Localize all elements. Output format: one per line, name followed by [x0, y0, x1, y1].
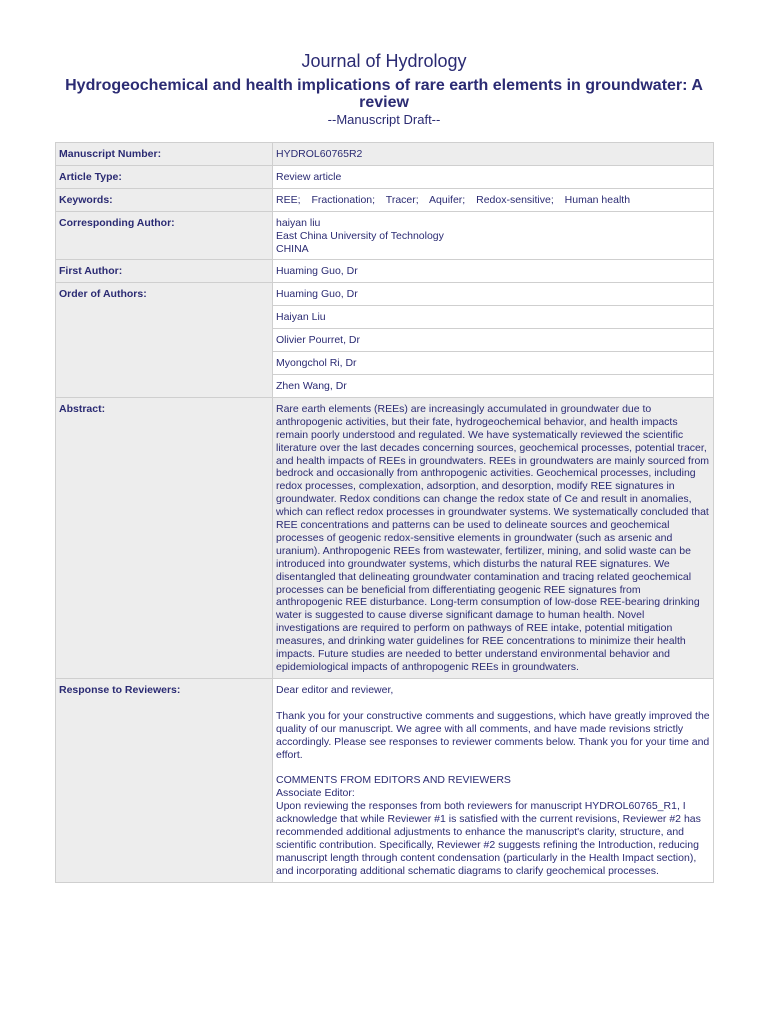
manuscript-number-value: HYDROL60765R2: [273, 143, 714, 166]
keyword: Redox-sensitive;: [476, 193, 554, 206]
row-order-of-authors: [56, 283, 714, 306]
keyword: Fractionation;: [311, 193, 376, 206]
response-text: [273, 678, 714, 882]
corresponding-author-country: CHINA: [276, 242, 309, 255]
order-of-authors-label: Order of Authors:: [56, 283, 273, 398]
draft-label: --Manuscript Draft--: [327, 112, 441, 127]
response-heading: COMMENTS FROM EDITORS AND REVIEWERS: [276, 774, 511, 787]
response-greeting: Dear editor and reviewer,: [276, 683, 394, 696]
row-abstract: [56, 397, 714, 678]
author-item: Myongchol Ri, Dr: [273, 352, 714, 375]
corresponding-author-institution: East China University of Technology: [276, 229, 444, 242]
row-first-author: [56, 260, 714, 283]
keywords-value: [273, 188, 714, 211]
keyword: Aquifer;: [429, 193, 466, 206]
author-item: Haiyan Liu: [273, 306, 714, 329]
first-author-value: Huaming Guo, Dr: [273, 260, 714, 283]
abstract-text: Rare earth elements (REEs) are increasingly accumulated in groundwater due to anthropogenic activities, but their fate, hydrogeochemical behavior, and health impacts remain poorly understood and regulated. We have systematically reviewed the scientific literature over the last decades concerning sources, geochemical processes, potential tracer, and health impacts of REEs in groundwaters. REEs in groundwaters are mainly sourced from bedrock and occasionally from anthropogenic activities. Geochemical processes, including redox processes, complexation, adsorption, and desorption, modify REE signatures in groundwater. Redox conditions can change the redox state of Ce and result in anomalies, which can reflect redox processes in groundwater systems. We systematically concluded that REE concentrations and patterns can be used to delineate sources and geochemical processes of geogenic redox-sensitive elements in groundwater (such as arsenic and uranium). Anthropogenic REEs from wastewater, fertilizer, mining, and solid waste can be introduced into groundwater systems, which disturbs the natural REE signatures. We disentangled that delineating groundwater contamination and tracing related geochemical processes can be beneficial from differentiating geogenic REE signatures from anthropogenic REE disturbance. Long-term consumption of low-dose REE-bearing drinking water is suggested to cause diverse significant damage to human health. Novel investigations are required to perform on pathways of REE intake, potential mitigation measures, and drinking water guidelines for REE concentrations to minimize their health impacts. Future studies are needed to better understand environmental behavior and epidemiological impacts of anthropogenic REEs in groundwaters.: [273, 397, 714, 678]
keyword: Human health: [564, 193, 631, 206]
manuscript-metadata-table: [55, 142, 714, 883]
response-label: Response to Reviewers:: [56, 678, 273, 882]
author-item: Zhen Wang, Dr: [273, 374, 714, 397]
response-paragraph: Upon reviewing the responses from both reviewers for manuscript HYDROL60765_R1, I acknowledge that while Reviewer #1 is satisfied with the current revisions, Reviewer #2 has recommended additional adjustments to enhance the manuscript's clarity, structure, and scientific contribution. Specifically, Reviewer #2 suggests refining the Introduction, reducing manuscript length through content condensation (particularly in the Health Impact section), and incorporating additional schematic diagrams to clarify geochemical processes.: [276, 800, 701, 877]
response-subheading: Associate Editor:: [276, 787, 355, 800]
corresponding-author-label: Corresponding Author:: [56, 211, 273, 260]
response-paragraph: Thank you for your constructive comments and suggestions, which have greatly improved the quality of our manuscript. We agree with all comments, and have made revisions strictly accordingly. Please see responses to reviewer comments below. Thank you for your time and effort.: [276, 709, 710, 761]
keyword: REE;: [276, 193, 301, 206]
corresponding-author-value: [273, 211, 714, 260]
manuscript-title: Hydrogeochemical and health implications of rare earth elements in groundwater: A review: [65, 77, 703, 111]
article-type-value: Review article: [273, 165, 714, 188]
row-manuscript-number: [56, 143, 714, 166]
row-keywords: [56, 188, 714, 211]
author-item: Olivier Pourret, Dr: [273, 329, 714, 352]
keyword: Tracer;: [385, 193, 419, 206]
author-item: Huaming Guo, Dr: [273, 283, 714, 306]
row-response-to-reviewers: [56, 678, 714, 882]
journal-name: Journal of Hydrology: [301, 51, 467, 71]
response-section: [276, 774, 710, 877]
row-article-type: [56, 165, 714, 188]
abstract-label: Abstract:: [56, 397, 273, 678]
first-author-label: First Author:: [56, 260, 273, 283]
article-type-label: Article Type:: [56, 165, 273, 188]
keywords-label: Keywords:: [56, 188, 273, 211]
corresponding-author-name: haiyan liu: [276, 216, 321, 229]
row-corresponding-author: [56, 211, 714, 260]
manuscript-number-label: Manuscript Number:: [56, 143, 273, 166]
